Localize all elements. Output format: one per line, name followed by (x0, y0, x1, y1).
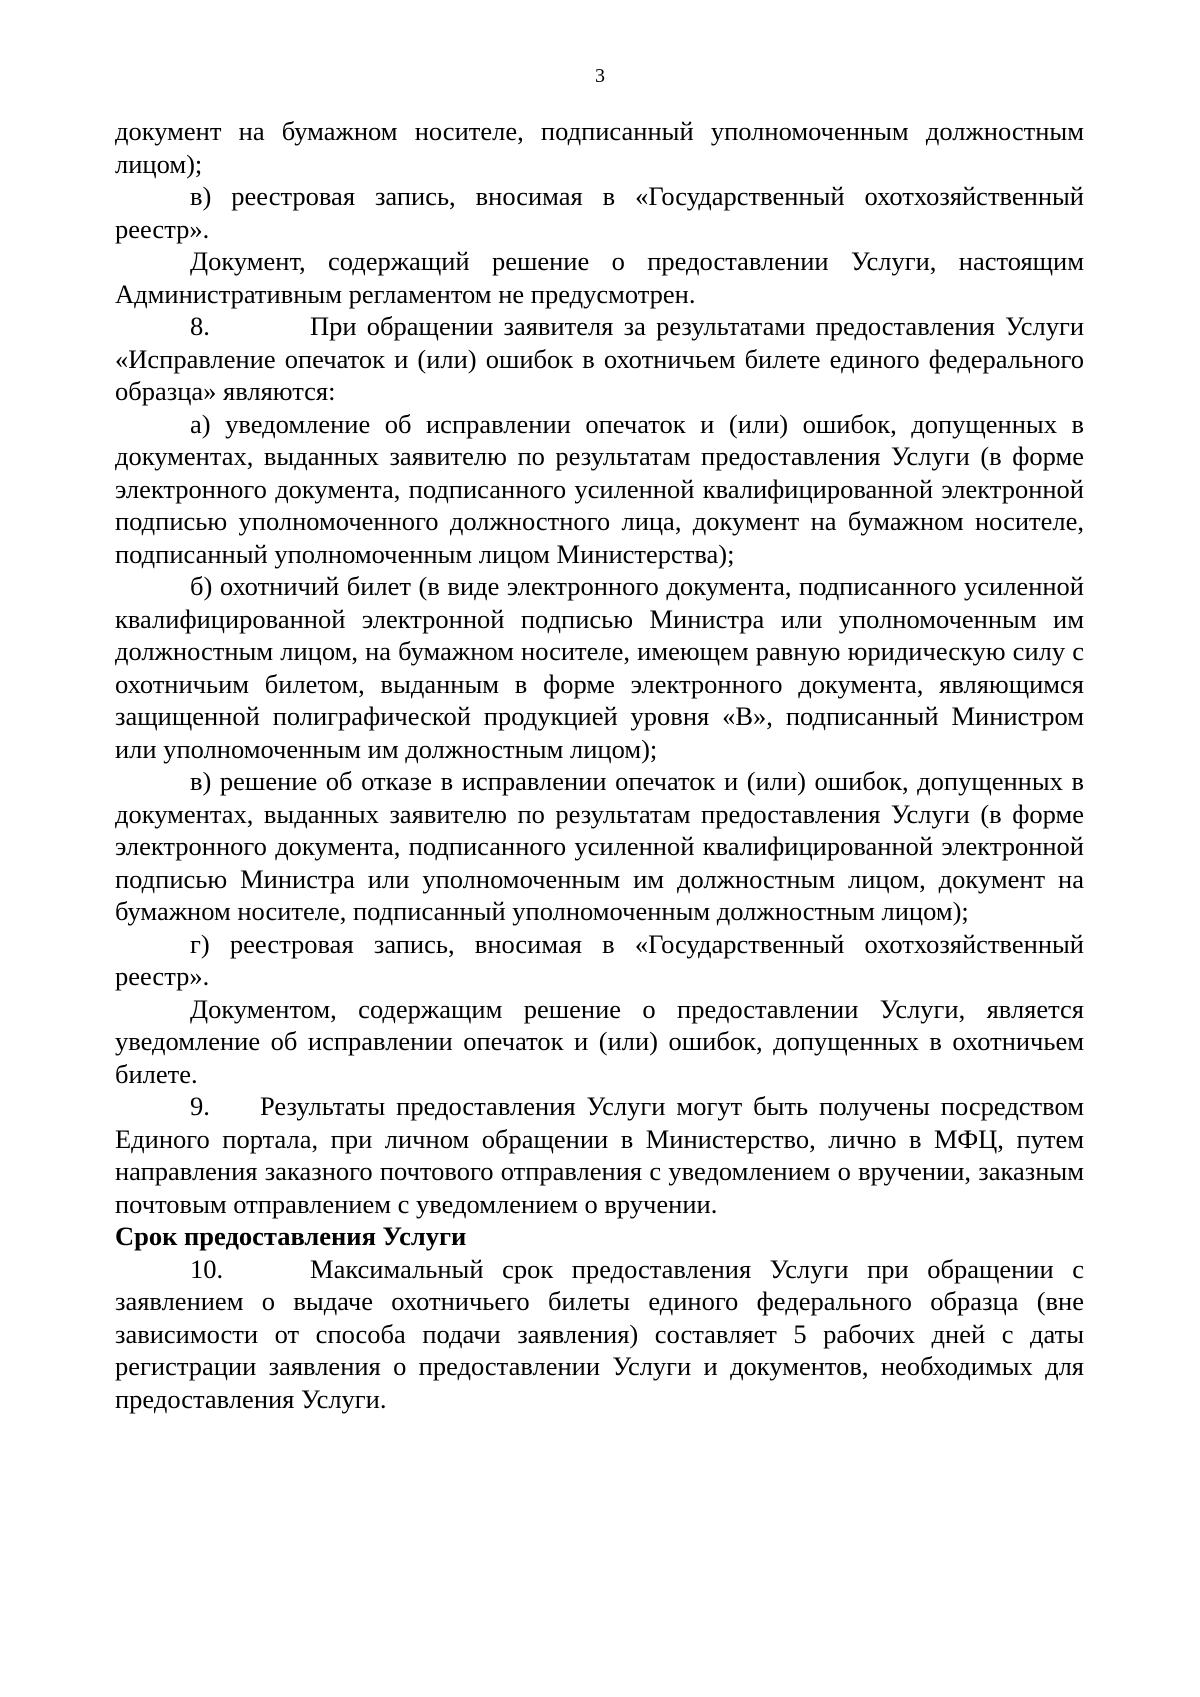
item-number: 10. (190, 1253, 224, 1284)
paragraph: Документом, содержащим решение о предоставлении Услуги, является уведомление об исправлении опечаток и (или) ошибок, допущенных в охотничьем билете. (115, 993, 1084, 1089)
item-number: 8. (190, 311, 210, 341)
item-text: Результаты предоставления Услуги могут быть получены посредством Единого портала, при личном обращении в Министерство, лично в МФЦ, путем направления заказного почтового отправления с уведомлением о вручении, заказным почтовым отправлением с уведомлением о вручении. (115, 1091, 1084, 1219)
item-text: Максимальный срок предоставления Услуги при обращении с заявлением о выдаче охотничьего билеты единого федерального образца (вне зависимости от способа подачи заявления) составляет 5 рабочих дней с даты регистрации заявления о предоставлении Услуги и документов, необходимых для предоставления Услуги. (115, 1253, 1084, 1414)
list-item-a: а) уведомление об исправлении опечаток и (или) ошибок, допущенных в документах, выданных заявителю по результатам предоставления Услуги (в форме электронного документа, подписанного усиленной квалифицированной электронной подписью уполномоченного должностного лица, документ на бумажном носителе, подписанный уполномоченным лицом Министерства); (115, 408, 1084, 569)
document-body (115, 115, 1084, 1415)
list-item-g: г) реестровая запись, вносимая в «Государственный охотхозяйственный реестр». (115, 928, 1084, 991)
numbered-item-9 (115, 1090, 1084, 1220)
numbered-item-8 (115, 310, 1084, 408)
list-item-v: в) решение об отказе в исправлении опечаток и (или) ошибок, допущенных в документах, выданных заявителю по результатам предоставления Услуги (в форме электронного документа, подписанного усиленной квалифицированной электронной подписью Министра или уполномоченным им должностным лицом, документ на бумажном носителе, подписанный уполномоченным должностным лицом); (115, 766, 1084, 926)
paragraph: документ на бумажном носителе, подписанный уполномоченным должностным лицом); (115, 116, 1084, 179)
paragraph: Документ, содержащий решение о предоставлении Услуги, настоящим Административным регламентом не предусмотрен. (115, 246, 1084, 309)
page-number: 3 (595, 65, 605, 87)
numbered-item-10 (115, 1253, 1084, 1416)
list-item-v: в) реестровая запись, вносимая в «Государственный охотхозяйственный реестр». (115, 181, 1084, 244)
item-number: 9. (190, 1091, 210, 1121)
section-heading: Срок предоставления Услуги (115, 1221, 467, 1251)
item-text: При обращении заявителя за результатами предоставления Услуги «Исправление опечаток и (или) ошибок в охотничьем билете единого федерального образца» являются: (115, 311, 1084, 406)
list-item-b: б) охотничий билет (в виде электронного документа, подписанного усиленной квалифицированной электронной подписью Министра или уполномоченным им должностным лицом, на бумажном носителе, имеющем равную юридическую силу с охотничьим билетом, выданным в форме электронного документа, являющимся защищенной полиграфической продукцией уровня «В», подписанный Министром или уполномоченным им должностным лицом); (115, 571, 1084, 764)
